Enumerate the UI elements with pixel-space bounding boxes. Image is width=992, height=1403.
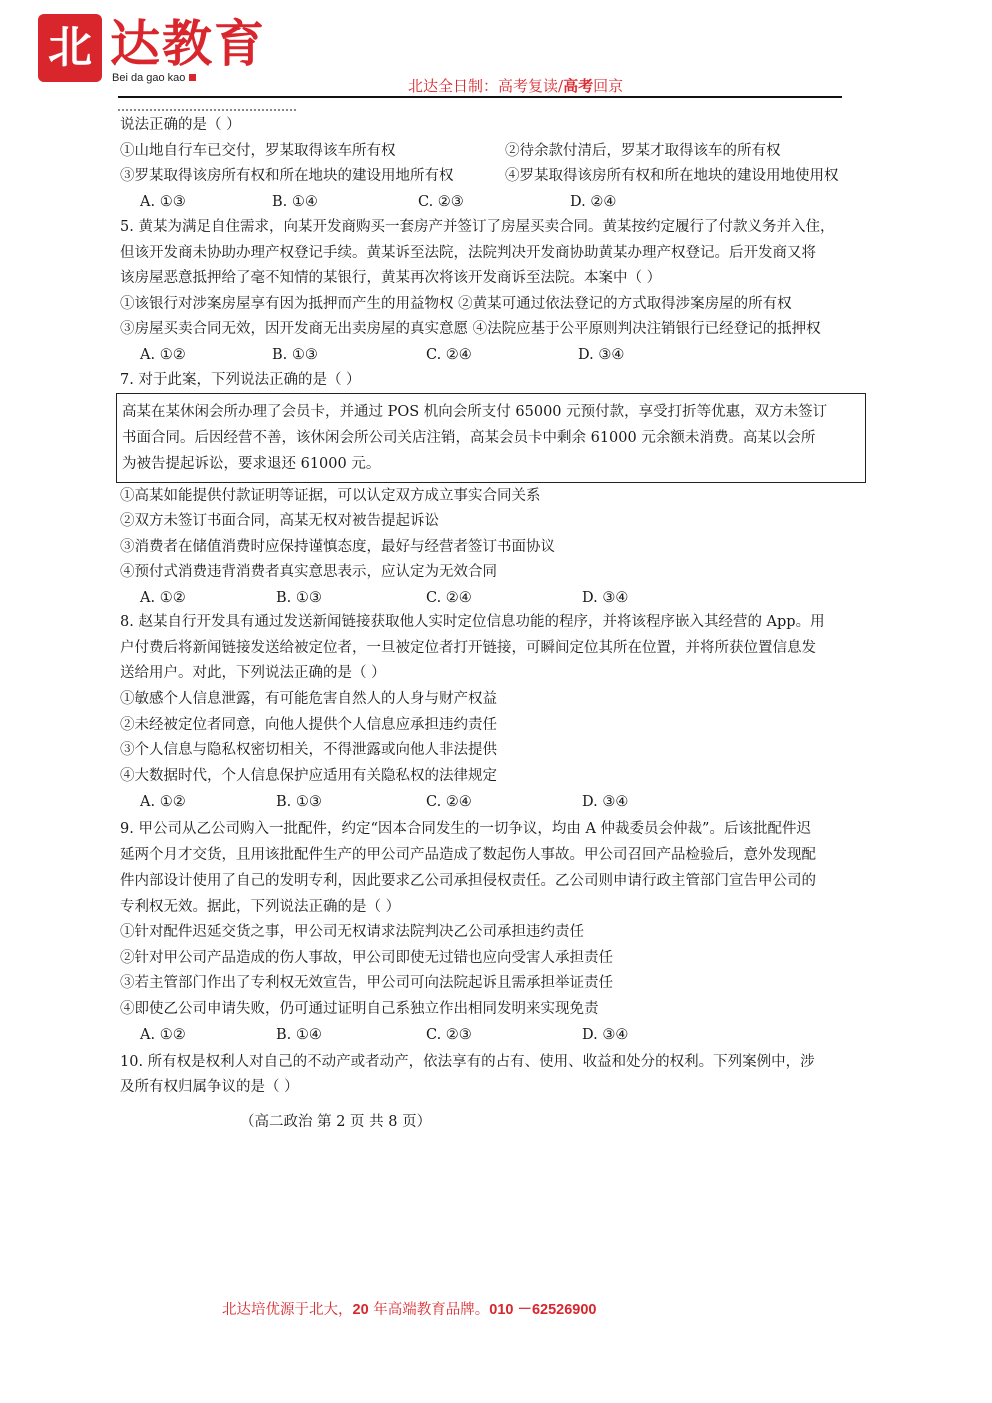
logo-pinyin: [112, 72, 196, 84]
bottom-slogan: [222, 1298, 597, 1319]
q8-line-2: 户付费后将新闻链接发送给被定位者，一旦被定位者打开链接，可瞬间定位其所在位置，并将所获位置信息发: [120, 640, 816, 656]
q4-option-d: D. ②④: [570, 194, 617, 210]
logo: [38, 14, 298, 92]
header-divider: [118, 96, 842, 98]
q8-statement-4: ④大数据时代，个人信息保护应适用有关隐私权的法律规定: [120, 768, 497, 784]
q8-statement-2: ②未经被定位者同意，向他人提供个人信息应承担违约责任: [120, 717, 497, 733]
q8-option-a: A. ①②: [140, 794, 186, 810]
q9-option-c: C. ②③: [426, 1027, 472, 1043]
q4-statement-1: ①山地自行车已交付，罗某取得该车所有权: [120, 143, 396, 159]
q5-options: [140, 345, 624, 365]
q7-option-b: B. ①③: [276, 590, 322, 606]
q9-statement-1: ①针对配件迟延交货之事，甲公司无权请求法院判决乙公司承担违约责任: [120, 924, 584, 940]
q9-option-b: B. ①④: [276, 1027, 322, 1043]
q9-line-3: 件内部设计使用了自己的发明专利，因此要求乙公司承担侵权责任。乙公司则申请行政主管部门宣告甲公司的: [120, 873, 816, 889]
bottom-slogan-years: 20: [352, 1302, 369, 1318]
bottom-slogan-mid: 年高端教育品牌。: [368, 1302, 490, 1318]
q5-line-3: 该房屋恶意抵押给了毫不知情的某银行，黄某再次将该开发商诉至法院。本案中（ ）: [120, 270, 662, 286]
q4-option-b: B. ①④: [272, 194, 318, 210]
header-slogan-bold: 高考: [563, 77, 594, 95]
page-number-footer: （高二政治 第 2 页 共 8 页）: [240, 1114, 432, 1130]
q9-option-a: A. ①②: [140, 1027, 186, 1043]
q9-statement-4: ④即使乙公司申请失败，仍可通过证明自己系独立作出相同发明来实现免责: [120, 1001, 599, 1017]
q7-case-line-2: 书面合同。后因经营不善，该休闲会所公司关店注销，高某会员卡中剩余 61000 元余额未消费。高某以会所: [122, 430, 816, 446]
q8-statement-1: ①敏感个人信息泄露，有可能危害自然人的人身与财产权益: [120, 691, 497, 707]
q8-option-d: D. ③④: [582, 794, 629, 810]
q4-option-c: C. ②③: [418, 194, 464, 210]
q4-options: [140, 192, 616, 212]
q9-option-d: D. ③④: [582, 1027, 629, 1043]
q7-stem: 7. 对于此案，下列说法正确的是（ ）: [120, 372, 361, 388]
q8-options: [140, 792, 628, 812]
q5-line-2: 但该开发商未协助办理产权登记手续。黄某诉至法院，法院判决开发商协助黄某办理产权登记。后开发商又将: [120, 245, 816, 261]
q9-line-1: 9. 甲公司从乙公司购入一批配件，约定“因本合同发生的一切争议，均由 A 仲裁委员会仲裁”。后该批配件迟: [120, 821, 811, 837]
bottom-slogan-prefix: 北达培优源于北大，: [222, 1302, 353, 1318]
q9-line-2: 延两个月才交货，且用该批配件生产的甲公司产品造成了数起伤人事故。甲公司召回产品检验后，意外发现配: [120, 847, 816, 863]
q5-option-b: B. ①③: [272, 347, 318, 363]
q7-statement-2: ②双方未签订书面合同，高某无权对被告提起诉讼: [120, 513, 439, 529]
q8-statement-3: ③个人信息与隐私权密切相关，不得泄露或向他人非法提供: [120, 742, 497, 758]
q4-option-a: A. ①③: [140, 194, 186, 210]
q8-line-1: 8. 赵某自行开发具有通过发送新闻链接获取他人实时定位信息功能的程序，并将该程序嵌入其经营的 App。用: [120, 614, 825, 630]
q7-statement-4: ④预付式消费违背消费者真实意思表示，应认定为无效合同: [120, 564, 497, 580]
q7-options: [140, 588, 628, 608]
q7-case-box: [116, 393, 866, 483]
header-slogan-prefix: 北达全日制：高考复读/: [408, 77, 564, 95]
q5-line-1: 5. 黄某为满足自住需求，向某开发商购买一套房产并签订了房屋买卖合同。黄某按约定履行了付款义务并入住，: [120, 219, 835, 235]
logo-pinyin-text: Bei da gao kao: [112, 72, 186, 84]
bottom-slogan-phone: 010 －62526900: [489, 1302, 597, 1318]
q9-options: [140, 1025, 628, 1045]
scribble-mark: [118, 103, 296, 111]
q4-statement-3: ③罗某取得该房所有权和所在地块的建设用地所有权: [120, 168, 454, 184]
q7-option-c: C. ②④: [426, 590, 472, 606]
logo-square-icon: [189, 74, 196, 81]
logo-name: 达教育: [110, 14, 266, 73]
q5-option-c: C. ②④: [426, 347, 472, 363]
logo-seal: 北: [38, 14, 102, 82]
q8-option-b: B. ①③: [276, 794, 322, 810]
q8-line-3: 送给用户。对此，下列说法正确的是（ ）: [120, 665, 386, 681]
q7-case-line-3: 为被告提起诉讼，要求退还 61000 元。: [122, 456, 381, 472]
q5-option-d: D. ③④: [578, 347, 625, 363]
q7-statement-3: ③消费者在储值消费时应保持谨慎态度，最好与经营者签订书面协议: [120, 539, 555, 555]
q8-option-c: C. ②④: [426, 794, 472, 810]
q4-statement-2: ②待余款付清后，罗某才取得该车的所有权: [505, 143, 781, 159]
q9-statement-2: ②针对甲公司产品造成的伤人事故，甲公司即使无过错也应向受害人承担责任: [120, 950, 613, 966]
q5-option-a: A. ①②: [140, 347, 186, 363]
q5-statements-1-2: ①该银行对涉案房屋享有因为抵押而产生的用益物权 ②黄某可通过依法登记的方式取得涉案房屋的所有权: [120, 296, 792, 312]
q10-line-1: 10. 所有权是权利人对自己的不动产或者动产，依法享有的占有、使用、收益和处分的权利。下列案例中，涉: [120, 1054, 815, 1070]
q9-statement-3: ③若主管部门作出了专利权无效宣告，甲公司可向法院起诉且需承担举证责任: [120, 975, 613, 991]
q7-statement-1: ①高某如能提供付款证明等证据，可以认定双方成立事实合同关系: [120, 488, 541, 504]
q7-option-d: D. ③④: [582, 590, 629, 606]
q7-case-line-1: 高某在某休闲会所办理了会员卡，并通过 POS 机向会所支付 65000 元预付款，享受打折等优惠，双方未签订: [122, 404, 828, 420]
q4-statement-4: ④罗某取得该房所有权和所在地块的建设用地使用权: [505, 168, 839, 184]
q9-line-4: 专利权无效。据此，下列说法正确的是（ ）: [120, 899, 401, 915]
header-slogan-suffix: 回京: [593, 77, 624, 95]
q4-stem: 说法正确的是（ ）: [120, 117, 241, 133]
q5-statements-3-4: ③房屋买卖合同无效，因开发商无出卖房屋的真实意愿 ④法院应基于公平原则判决注销银行已经登记的抵押权: [120, 321, 821, 337]
q7-option-a: A. ①②: [140, 590, 186, 606]
header-slogan: [408, 75, 623, 96]
q10-line-2: 及所有权归属争议的是（ ）: [120, 1079, 299, 1095]
